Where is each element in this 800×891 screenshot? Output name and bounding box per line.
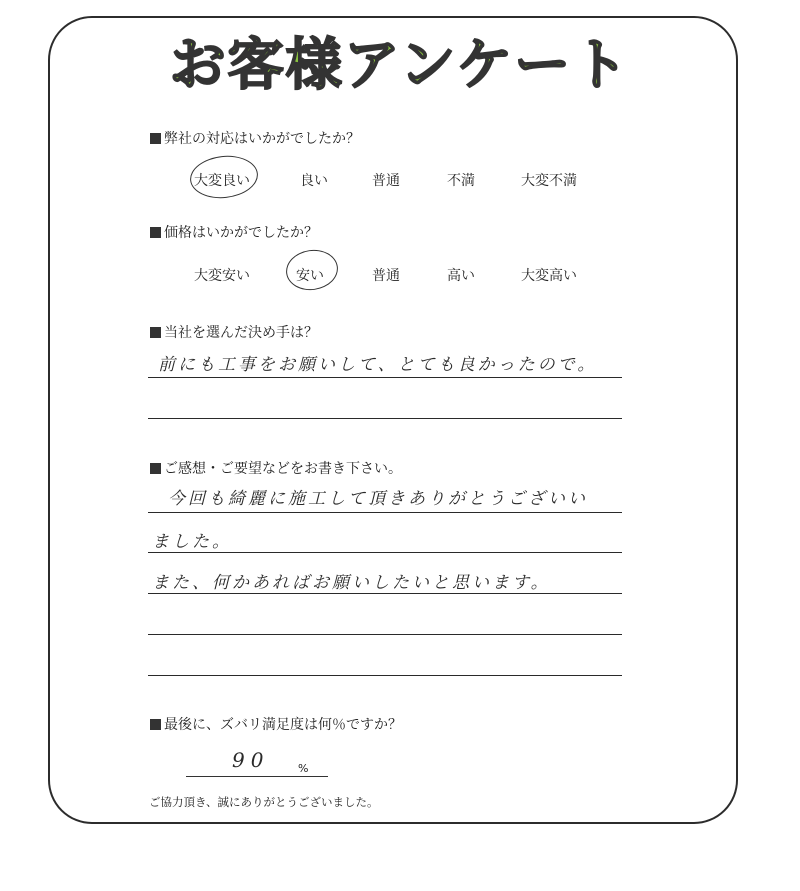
thank-you-footer: ご協力頂き、誠にありがとうございました。 (149, 795, 379, 809)
question-4 (150, 458, 402, 478)
question-2 (150, 222, 318, 242)
q2-option-normal[interactable]: 普通 (372, 268, 400, 284)
q1-option-very-good[interactable]: 大変良い (194, 173, 250, 189)
q4-answer-line-1: 今回も綺麗に施工して頂きありがとうございい (168, 489, 588, 509)
q3-answer-rule-1 (148, 377, 622, 378)
question-3 (150, 322, 318, 342)
q2-option-cheap[interactable]: 安い (296, 268, 324, 284)
q2-option-very-expensive[interactable]: 大変高い (521, 268, 577, 284)
q4-answer-rule-5 (148, 675, 622, 676)
q2-option-expensive[interactable]: 高い (447, 268, 475, 284)
q1-option-normal[interactable]: 普通 (372, 173, 400, 189)
q3-answer-rule-2 (148, 418, 622, 419)
percent-sign: % (298, 762, 309, 775)
q1-option-very-dissatisfied[interactable]: 大変不満 (521, 173, 577, 189)
q4-answer-line-2: ました。 (152, 532, 232, 552)
square-bullet-icon (150, 133, 161, 144)
square-bullet-icon (150, 227, 161, 238)
q1-option-dissatisfied[interactable]: 不満 (447, 173, 475, 189)
satisfaction-value: 90 (232, 748, 270, 772)
q4-answer-rule-3 (148, 593, 622, 594)
square-bullet-icon (150, 463, 161, 474)
question-1-text: 弊社の対応はいかがでしたか？ (164, 131, 360, 147)
question-2-text: 価格はいかがでしたか？ (164, 225, 318, 241)
survey-title (0, 24, 800, 104)
question-3-text: 当社を選んだ決め手は？ (164, 325, 318, 341)
square-bullet-icon (150, 327, 161, 338)
question-4-text: ご感想・ご要望などをお書き下さい。 (164, 461, 402, 477)
q4-answer-rule-2 (148, 552, 622, 553)
question-1 (150, 128, 360, 148)
square-bullet-icon (150, 719, 161, 730)
q4-answer-line-3: また、何かあればお願いしたいと思います。 (152, 573, 551, 593)
q3-answer-line-1: 前にも工事をお願いして、とても良かったので。 (158, 355, 598, 375)
q4-answer-rule-1 (148, 512, 622, 513)
q4-answer-rule-4 (148, 634, 622, 635)
title-text: お客様アンケート (169, 33, 631, 98)
satisfaction-answer-line (186, 776, 328, 777)
question-5-text: 最後に、ズバリ満足度は何％ですか？ (164, 717, 402, 733)
question-5 (150, 714, 402, 734)
q1-option-good[interactable]: 良い (300, 173, 328, 189)
title-graphic (120, 24, 680, 104)
q2-option-very-cheap[interactable]: 大変安い (194, 268, 250, 284)
